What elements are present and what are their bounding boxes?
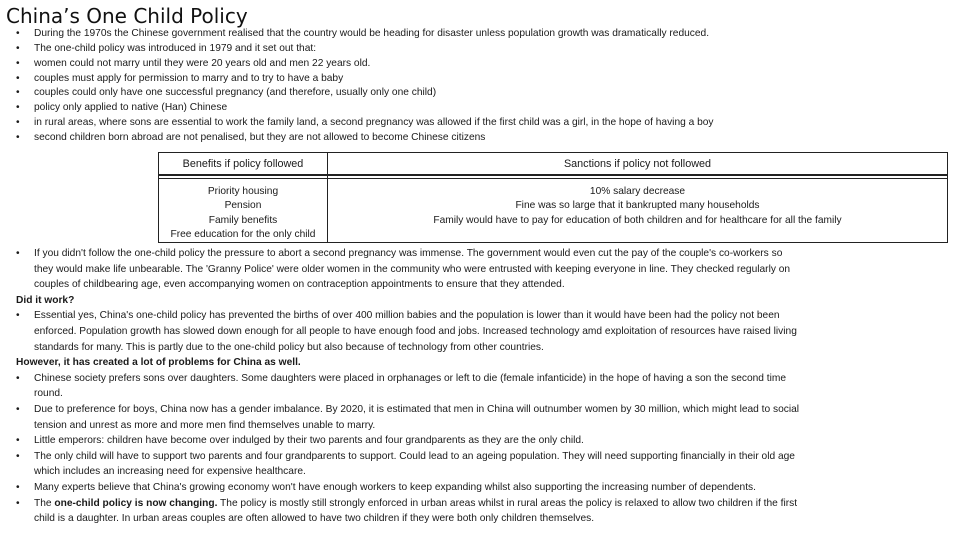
problem-line: which includes an increasing need for expensive healthcare. <box>34 466 306 478</box>
benefit-item: Pension <box>224 200 262 212</box>
page-title: China’s One Child Policy <box>6 4 248 28</box>
problem-line: round. <box>34 388 63 400</box>
policy-changing-prefix: The <box>34 497 55 509</box>
policy-changing-bold: one-child policy is now changing. <box>54 497 218 509</box>
intro-bullet: • policy only applied to native (Han) Chinese <box>12 101 942 116</box>
problem-line: tension and unrest as more and more men find themselves unable to marry. <box>34 419 376 431</box>
problem-bullet <box>16 449 938 480</box>
sanctions-header: Sanctions if policy not followed <box>328 153 948 176</box>
intro-bullet: • couples must apply for permission to marry and to try to have a baby <box>12 72 942 87</box>
sanction-item: Fine was so large that it bankrupted many households <box>515 200 760 212</box>
benefits-header: Benefits if policy followed <box>159 153 328 176</box>
policy-changing-bullet <box>16 496 938 527</box>
pressure-line: couples of childbearing age, even accompanying women on contraception appointments to ensure that they attended. <box>34 279 565 291</box>
policy-table <box>158 152 948 243</box>
problem-line: • Due to preference for boys, China now has a gender imbalance. By 2020, it is estimated that men in China will outnumber women by 30 million, which might lead to social <box>34 403 800 415</box>
intro-bullet: • women could not marry until they were 20 years old and men 22 years old. <box>12 57 942 72</box>
benefit-item: Free education for the only child <box>170 228 316 240</box>
benefit-item: Priority housing <box>207 186 279 197</box>
problem-bullet <box>16 480 938 496</box>
problem-bullet <box>16 402 938 433</box>
problem-bullet <box>16 371 938 402</box>
sanction-item: Family would have to pay for education of both children and for healthcare for all the family <box>433 214 842 226</box>
policy-changing-line: child is a daughter. In urban areas couples are often allowed to have two children if they were both only children themselves. <box>34 513 595 525</box>
problem-line: • Little emperors: children have become over indulged by their two parents and four grandparents as they are the only child. <box>34 435 584 447</box>
pressure-line: • If you didn't follow the one-child policy the pressure to abort a second pregnancy was immense. The government would even cut the pay of the couple's co-workers so <box>34 248 783 259</box>
essential-line: • Essential yes, China's one-child policy has prevented the births of over 400 million babies and the population is lower than it would have been had the policy not been <box>34 310 780 322</box>
pressure-bullet <box>16 246 938 293</box>
policy-changing-line <box>34 496 938 512</box>
problem-line: • Many experts believe that China's growing economy won't have enough workers to keep expanding whilst also supporting the increasing number of dependents. <box>34 481 756 493</box>
intro-bullet: • in rural areas, where sons are essential to work the family land, a second pregnancy was allowed if the first child was a girl, in the hope of having a boy <box>12 116 942 131</box>
benefit-item: Family benefits <box>208 214 278 226</box>
intro-bullet: • second children born abroad are not penalised, but they are not allowed to become Chinese citizens <box>12 131 942 146</box>
essential-line: enforced. Population growth has slowed down enough for all people to have enough food and jobs. Increased technology amd exploitation of resources have raised living <box>34 325 797 337</box>
sanctions-cell <box>328 179 948 243</box>
essential-line: standards for many. This is partly due to the one-child policy but also because of technology from other countries. <box>34 341 544 353</box>
did-it-work-heading: Did it work? <box>16 294 75 306</box>
body-text <box>16 246 938 527</box>
essential-bullet <box>16 308 938 355</box>
problem-line: • The only child will have to support two parents and four grandparents to support. Could lead to an ageing population. They will need supporting financially in their old age <box>34 450 795 462</box>
sanction-item: 10% salary decrease <box>589 186 686 197</box>
problem-bullet <box>16 433 938 449</box>
intro-bullet: • The one-child policy was introduced in 1979 and it set out that: <box>12 42 942 57</box>
intro-bullet: • During the 1970s the Chinese government realised that the country would be heading for disaster unless population growth was dramatically reduced. <box>12 27 942 42</box>
problems-heading: However, it has created a lot of problems for China as well. <box>16 357 301 369</box>
intro-bullet: • couples could only have one successful pregnancy (and therefore, usually only one child) <box>12 86 942 101</box>
problem-line: • Chinese society prefers sons over daughters. Some daughters were placed in orphanages or left to die (female infanticide) in the hope of having a son the second time <box>34 372 787 384</box>
benefits-cell <box>159 179 328 243</box>
policy-changing-rest: The policy is mostly still strongly enforced in urban areas whilst in rural areas the policy is relaxed to allow two children if the first <box>217 497 798 509</box>
intro-bullet-list <box>12 27 942 146</box>
pressure-line: they would make life unbearable. The 'Granny Police' were older women in the community who were entrusted with keeping everyone in line. They checked regularly on <box>34 263 791 275</box>
